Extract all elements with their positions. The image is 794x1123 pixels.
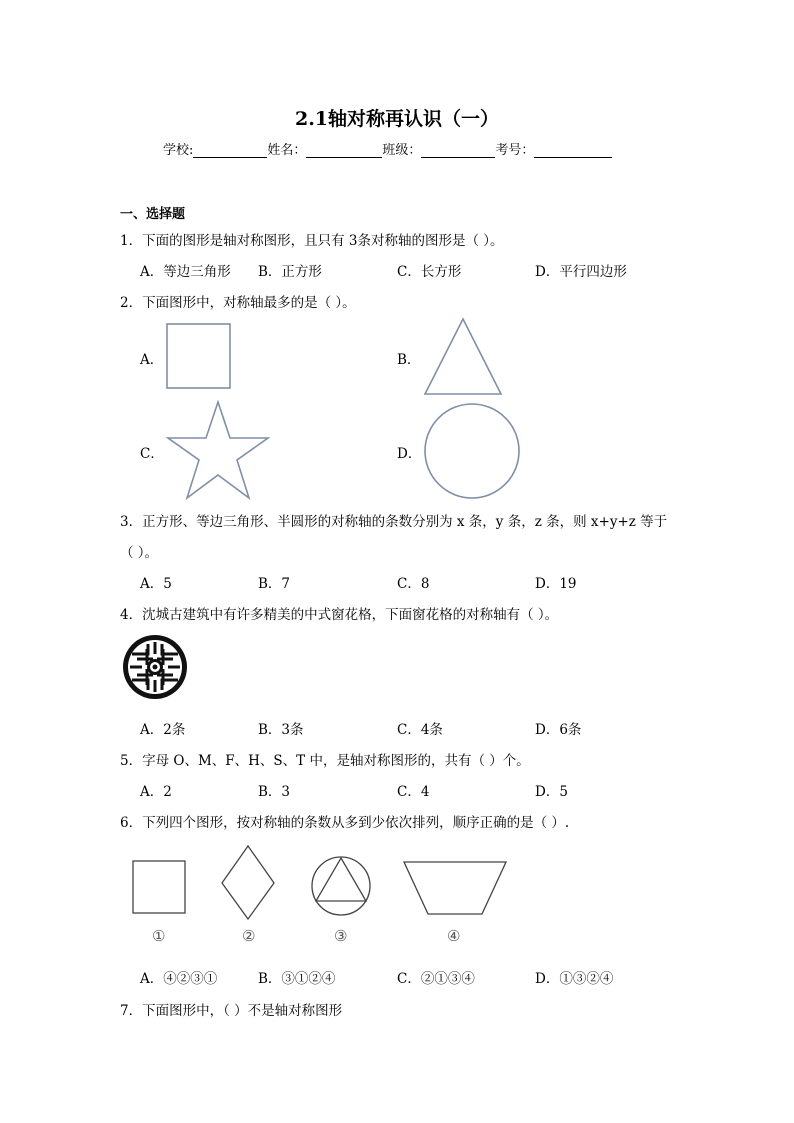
q2-option-a[interactable]: A． (140, 352, 164, 368)
q4-option-a[interactable]: A．2条 (140, 722, 186, 738)
square-shape (166, 323, 232, 390)
q6-option-b[interactable]: B．③①②④ (258, 971, 336, 987)
q4-option-b[interactable]: B．3条 (258, 722, 304, 738)
class-field[interactable] (421, 143, 495, 158)
star-shape (165, 400, 271, 501)
student-info-line (163, 139, 612, 158)
name-field[interactable] (306, 143, 382, 158)
question-1: 1．下面的图形是轴对称图形，且只有 3条对称轴的图形是（ ）。 (120, 233, 504, 249)
q5-option-d[interactable]: D．5 (535, 784, 568, 800)
q3-option-a[interactable]: A．5 (140, 576, 172, 592)
q6-figure-label-4: ④ (447, 927, 461, 945)
question-5: 5．字母 O、M、F、H、S、T 中，是轴对称图形的，共有（ ）个。 (120, 753, 530, 769)
q6-figure-label-3: ③ (334, 927, 348, 945)
q6-square-figure (132, 860, 188, 916)
q5-option-b[interactable]: B．3 (258, 784, 291, 800)
q6-option-d[interactable]: D．①③②④ (535, 971, 614, 987)
q6-option-c[interactable]: C．②①③④ (397, 971, 475, 987)
section-heading: 一、选择题 (120, 207, 186, 222)
q3-option-b[interactable]: B．7 (258, 576, 291, 592)
q3-option-c[interactable]: C．8 (397, 576, 430, 592)
q6-trapezoid-figure (403, 860, 509, 918)
question-4: 4．沈城古建筑中有许多精美的中式窗花格，下面窗花格的对称轴有（ ）。 (120, 607, 559, 623)
school-field[interactable] (193, 143, 267, 158)
q5-option-c[interactable]: C．4 (397, 784, 430, 800)
name-label: 姓名： (267, 143, 307, 158)
q1-option-b[interactable]: B．正方形 (258, 264, 322, 280)
window-lattice-image (122, 634, 188, 700)
class-label: 班级： (382, 143, 422, 158)
q6-option-a[interactable]: A．④②③① (140, 971, 218, 987)
q2-option-d[interactable]: D． (397, 446, 422, 462)
q1-option-d[interactable]: D．平行四边形 (535, 264, 627, 280)
q5-option-a[interactable]: A．2 (140, 784, 172, 800)
q6-rhombus-figure (221, 845, 277, 921)
exam-no-field[interactable] (534, 143, 612, 158)
q4-option-d[interactable]: D．6条 (535, 722, 582, 738)
q2-option-b[interactable]: B． (397, 352, 421, 368)
q6-circle-triangle-figure (311, 856, 373, 918)
question-3-line-1: 3．正方形、等边三角形、半圆形的对称轴的条数分别为 x 条，y 条，z 条，则 x+y+z 等于 (120, 514, 668, 530)
q3-option-d[interactable]: D．19 (535, 576, 577, 592)
q1-option-c[interactable]: C．长方形 (397, 264, 462, 280)
question-3-line-2: （ ）。 (120, 545, 159, 561)
school-label: 学校: (163, 143, 194, 158)
triangle-shape (423, 318, 503, 396)
q6-figure-label-1: ① (152, 927, 166, 945)
page-title: 2.1轴对称再认识（一） (294, 108, 500, 130)
exam-no-label: 考号： (495, 143, 535, 158)
circle-shape (423, 402, 521, 500)
q1-option-a[interactable]: A．等边三角形 (140, 264, 231, 280)
question-2: 2．下面图形中，对称轴最多的是（ ）。 (120, 295, 356, 311)
q2-option-c[interactable]: C． (140, 446, 164, 462)
q6-figure-label-2: ② (242, 927, 256, 945)
question-7: 7．下面图形中，（ ）不是轴对称图形 (120, 1003, 343, 1019)
q4-option-c[interactable]: C．4条 (397, 722, 443, 738)
question-6: 6．下列四个图形，按对称轴的条数从多到少依次排列，顺序正确的是（ ）. (120, 815, 570, 831)
